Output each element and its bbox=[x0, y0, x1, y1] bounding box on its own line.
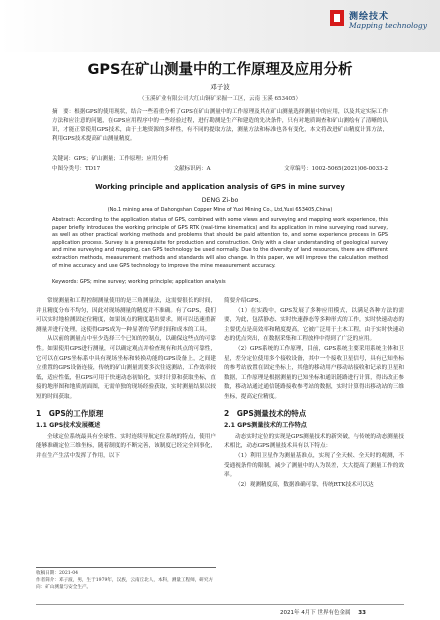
affiliation-en: (No.1 mining area of Dahongshan Copper Mine of Yuxi Mining Co., Ltd,Yuxi 653405,China) bbox=[107, 207, 333, 213]
body-paragraph: （1）在实践中，GPS发展了多种应用模式，以满足各种方法的需要，为此，包括静态、实时快速静态等多种形式的工作，实时快速动态的主要优点是高效率和精度提高，它被广泛用于土木工程，由于实时快速动态的优点突出，在数据采集和工程放样中得到了广泛的应用。 bbox=[224, 307, 404, 343]
abstract-en: Abstract: According to the application status of GPS, combined with some views and surveying and mapping work experience, this paper briefly introduces the working principle of GPS RTK (real-time kinematics) and its application in mine surveying road survey, as well as other practical working methods and problems that should be paid attention to, and some experience process in GPS application process. Survey is a prerequisite for production and construction. Only with a clear understanding of geological survey and mine surveying and mapping, can GPS technology be used normally. Due to the diversity of land resources, there are different extraction methods, measurement methods and standards will also change. In this paper, we will improve the calculation method of mine accuracy and use GPS technology to improve the mine measurement accuracy. bbox=[52, 217, 388, 269]
page-number: 33 bbox=[358, 610, 366, 616]
subsection-heading: 2.1 GPS测量技术的工作特点 bbox=[224, 422, 307, 430]
section-heading: 2 GPS测量技术的特点 bbox=[224, 408, 307, 418]
affiliation-cn: （玉溪矿业有限公司大红山铜矿采掘一工区，云南 玉溪 653405） bbox=[139, 96, 301, 102]
body-paragraph: （2）观测精度高，数据准确可靠，传统RTK技术可以达 bbox=[235, 481, 374, 488]
body-paragraph: （1）利用卫星作为测量基准点，实现了全天候、全天时的观测，不受通视条件的限制，减少了测量中的人为误差，大大提高了测量工作的效率。 bbox=[224, 452, 404, 479]
article-number: 文章编号：1002-5065(2021)06-0033-2 bbox=[284, 166, 388, 172]
keywords-cn: 关键词：GPS；矿山测量；工作原理；应用分析 bbox=[52, 156, 169, 162]
section-title-cn: 测绘技术 bbox=[349, 12, 390, 22]
keywords-en: Keywords: GPS; mine survey; working principle; application analysis bbox=[52, 279, 226, 285]
body-column-right bbox=[224, 297, 404, 490]
section-heading: 1 GPS的工作原理 bbox=[36, 408, 104, 418]
author-en: DENG Zi-bo bbox=[201, 197, 239, 204]
article-meta-row bbox=[52, 164, 388, 172]
subsection-heading: 1.1 GPS技术发展概述 bbox=[36, 422, 101, 430]
document-code: 文献标识码：A bbox=[173, 166, 211, 172]
body-paragraph: 全球定位系统最具有全球性、实时连续导航定位系统的特点，使用户能够准确定位三维坐标，随着制度的不断完善，该制度已经完全回事化，并在生产生活中发挥了作用，以下 bbox=[36, 433, 216, 459]
body-paragraph: 动态实时定位的实现是GPS测量技术的新突破，与传统的动态测量技术相比，动态GPS测量技术具有以下特点： bbox=[224, 433, 404, 450]
issue-date: 2021年 4月下 bbox=[280, 610, 316, 616]
clc-number: 中图分类号：TD17 bbox=[52, 166, 101, 172]
article-title-cn: GPS在矿山测量中的工作原理及应用分析 bbox=[87, 62, 353, 78]
received-date: 收稿日期：2021-04 bbox=[36, 571, 79, 576]
body-paragraph: 常规测量和工程控制测量使用的是三角测量法，这需要很长的时间，并且精度分布不均匀，因此对现场测量的精度并不准确。有了GPS，我们可以实时地检测固定位精度，如果该点的精度超出要求，则可以迅速重新测量并进行处理，这使得GPS成为一种显著的节约时间和成本的工具。 bbox=[36, 298, 216, 333]
author-cn: 邓子波 bbox=[210, 83, 230, 91]
body-paragraph: 从以前的测量点中至少选择三个已知的控制点，以确保这些点的可靠性。如果使用GPS进行测量，可以确定观点并检查现有和其点的可靠性，它可以在GPS坐标系中具有现场坐标和转换功能的GPS设备上，之间建立重置的GPS设备连接，传统的矿山测量需要多次往返测站，工作效率较低，适应性低，但GPS可用于快速动态初始化，实时计算和获取坐标，直接的地形图和地质剖面图，无需单独的现场经验获取，实时测量结果以较短的时间获取。 bbox=[36, 336, 216, 400]
author-bio: 作者简介：邓子波，男，生于1979年，汉族，云南丘北人，本科，测量工程师，研究方向：矿山测量与安全生产。 bbox=[36, 578, 214, 590]
footnote bbox=[36, 567, 216, 591]
body-paragraph: 简要介绍GPS。 bbox=[224, 298, 265, 304]
abstract-cn: 摘 要：根据GPS的使用现状，结合一些着重分析了GPS在矿山测量中的工作原理及其在矿山测量选择测量中的应用，以及其定实际工作方法和应注意的问题，在GPS应用程序中的一些经验过程，进行勘测是生产和建造的先决条件，只有对地质调查和矿山测绘有了清晰的认识，才能正常使用GPS技术，由于土地资源的多样性，有不同的提取方法，测量方法和标准也各有变化，本文将改进矿山精度计算方法，利用GPS技术提高矿山测量精度。 bbox=[52, 109, 388, 142]
journal-name: 世界有色金属 bbox=[317, 610, 351, 616]
section-title-en: Mapping technology bbox=[349, 21, 427, 30]
magazine-logo-icon bbox=[330, 10, 344, 26]
body-column-left bbox=[36, 297, 216, 462]
article-title-en: Working principle and application analysis of GPS in mine survey bbox=[95, 183, 345, 191]
footer-divider bbox=[36, 604, 404, 605]
body-paragraph: （2）GPS系统的工作原理，目前，GPS系统主要采用系统主体和卫星，差分定位使用多个接收设备，其中一个接收卫星信号，具有已知坐标的参考站放置在固定坐标上，其他的移动用户移动站接收和记录的卫星和数据，工作原理是根据测量的已知坐标和通讯链路进行计算，得出改正参数，移动站通过通信链路接收参考站的数据，实时计算得出移动站的三维坐标，提高定位精度。 bbox=[224, 345, 404, 400]
page-footer bbox=[280, 608, 366, 616]
